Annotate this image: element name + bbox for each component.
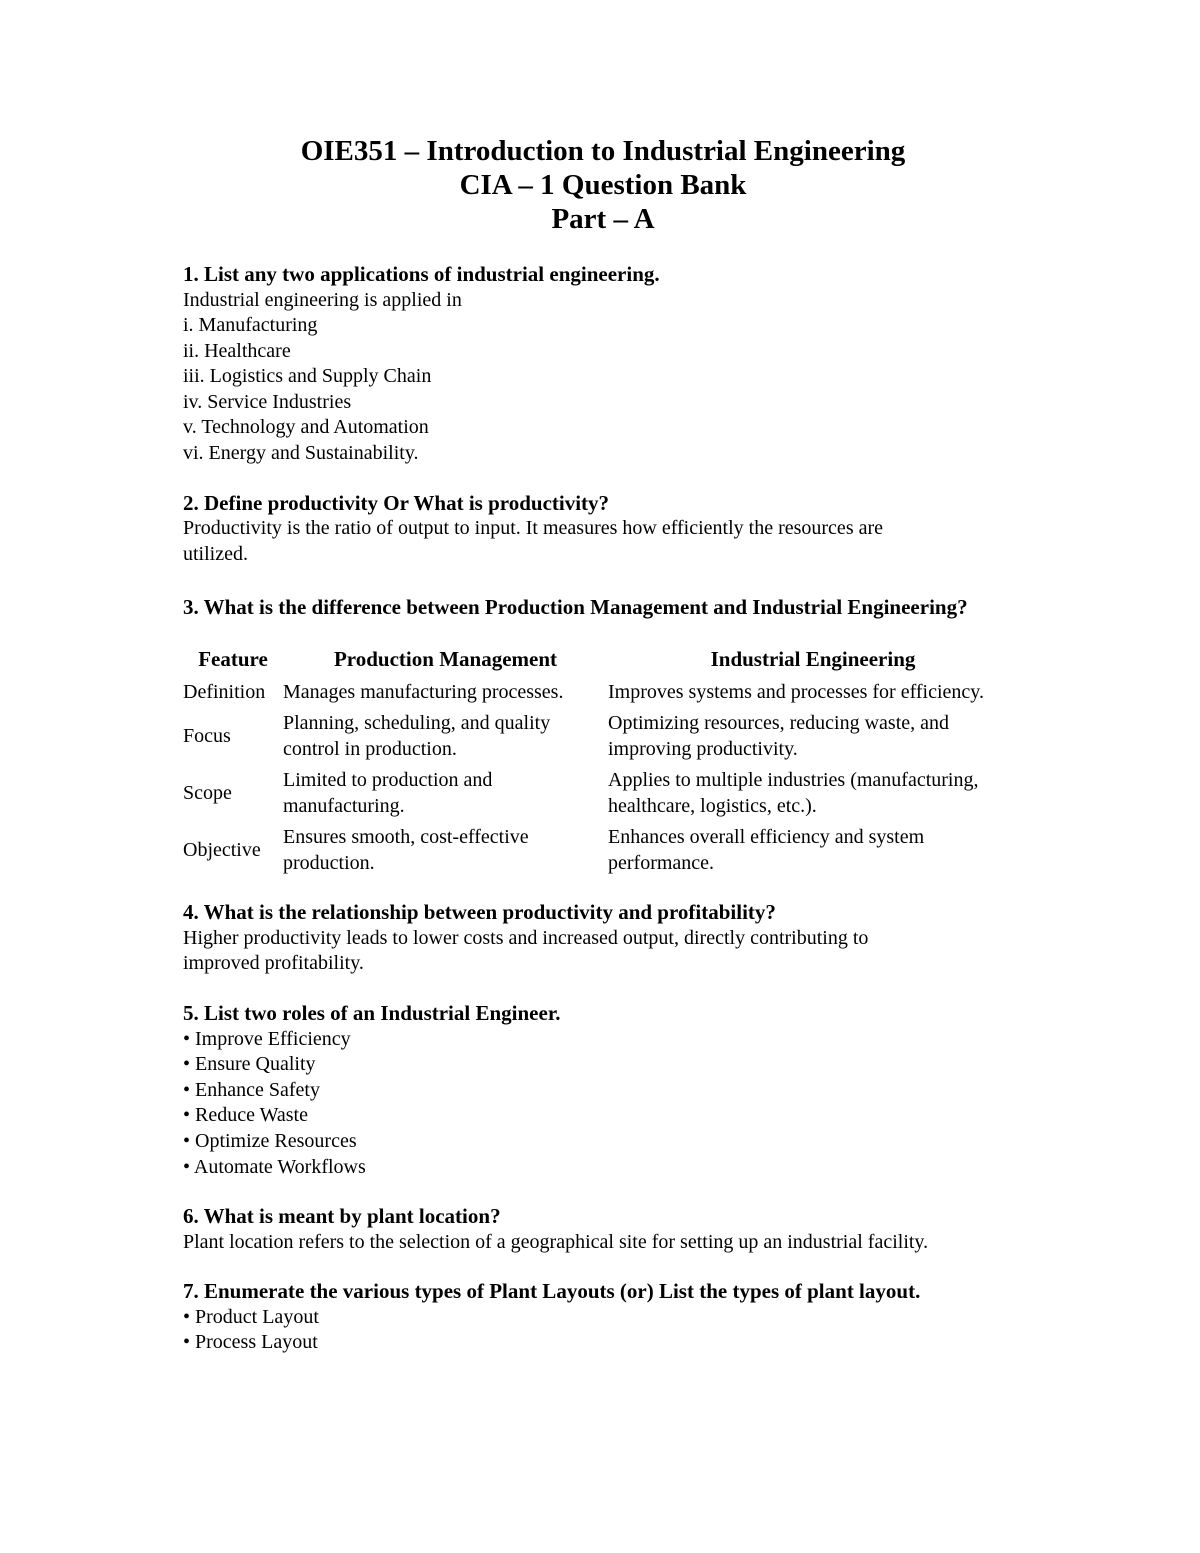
question-4-title: 4. What is the relationship between productivity and profitability?: [183, 900, 776, 925]
course-title: OIE351 – Introduction to Industrial Engineering: [300, 135, 906, 167]
question-3: [183, 595, 1023, 882]
question-6: [183, 1204, 1023, 1255]
table-cell: Definition: [183, 680, 266, 703]
question-4-answer-line-2: improved profitability.: [183, 952, 364, 975]
document-header: [183, 134, 1023, 236]
question-2-title: 2. Define productivity Or What is productivity?: [183, 490, 610, 515]
list-item: • Automate Workflows: [183, 1155, 366, 1178]
question-1-intro: Industrial engineering is applied in: [183, 288, 462, 311]
table-header-production-management: Production Management: [333, 646, 557, 671]
table-cell: Limited to production and manufacturing.: [283, 769, 493, 817]
list-item: • Process Layout: [183, 1331, 318, 1354]
table-cell: Objective: [183, 839, 261, 862]
question-6-answer: Plant location refers to the selection of a geographical site for setting up an industrial facility.: [183, 1230, 929, 1253]
table-header-industrial-engineering: Industrial Engineering: [710, 646, 916, 671]
list-item: iii. Logistics and Supply Chain: [183, 365, 432, 388]
table-cell: Focus: [183, 725, 231, 748]
table-cell: Planning, scheduling, and quality control in production.: [283, 712, 551, 760]
list-item: v. Technology and Automation: [183, 416, 429, 439]
table-cell: Improves systems and processes for efficiency.: [608, 680, 984, 703]
question-7-title: 7. Enumerate the various types of Plant Layouts (or) List the types of plant layout.: [183, 1279, 921, 1304]
question-1: [183, 262, 1023, 467]
question-2-answer-line-1: Productivity is the ratio of output to input. It measures how efficiently the resources are: [183, 517, 884, 540]
table-row: [183, 680, 1018, 712]
table-header-feature: Feature: [198, 646, 268, 671]
table-row: [183, 825, 1018, 882]
question-5-title: 5. List two roles of an Industrial Engineer.: [183, 1001, 561, 1026]
question-1-title: 1. List any two applications of industrial engineering.: [183, 262, 660, 286]
list-item: • Ensure Quality: [183, 1053, 316, 1076]
list-item: • Improve Efficiency: [183, 1027, 351, 1050]
question-7: [183, 1279, 1023, 1356]
table-row: [183, 768, 1018, 825]
question-2: [183, 491, 1023, 568]
question-5: [183, 1001, 1023, 1180]
question-4-answer-line-1: Higher productivity leads to lower costs and increased output, directly contributing to: [183, 926, 869, 949]
document-page: [183, 134, 1023, 1356]
question-3-title: 3. What is the difference between Production Management and Industrial Engineering?: [183, 595, 968, 620]
table-cell: Ensures smooth, cost-effective production.: [283, 826, 529, 874]
table-cell: Optimizing resources, reducing waste, and improving productivity.: [608, 712, 950, 760]
comparison-table: [183, 647, 1018, 883]
table-cell: Applies to multiple industries (manufacturing, healthcare, logistics, etc.).: [608, 769, 979, 817]
table-cell: Enhances overall efficiency and system performance.: [608, 826, 925, 874]
part-title: Part – A: [551, 203, 655, 235]
list-item: • Enhance Safety: [183, 1078, 320, 1101]
table-header-row: [183, 647, 1018, 680]
list-item: • Reduce Waste: [183, 1104, 308, 1127]
list-item: • Optimize Resources: [183, 1129, 357, 1152]
list-item: • Product Layout: [183, 1305, 319, 1328]
question-2-answer-line-2: utilized.: [183, 542, 248, 565]
list-item: i. Manufacturing: [183, 314, 318, 337]
question-bank-title: CIA – 1 Question Bank: [459, 169, 747, 201]
list-item: iv. Service Industries: [183, 390, 352, 413]
list-item: ii. Healthcare: [183, 339, 291, 362]
table-cell: Scope: [183, 782, 232, 805]
list-item: vi. Energy and Sustainability.: [183, 442, 419, 465]
question-4: [183, 900, 1023, 977]
table-cell: Manages manufacturing processes.: [283, 680, 564, 703]
table-row: [183, 711, 1018, 768]
question-6-title: 6. What is meant by plant location?: [183, 1204, 501, 1229]
